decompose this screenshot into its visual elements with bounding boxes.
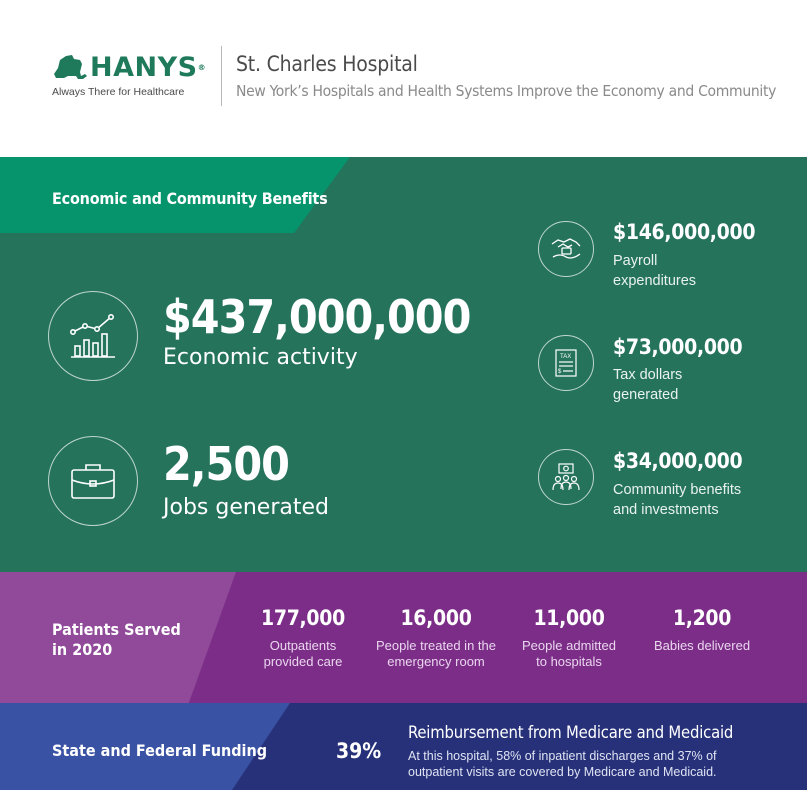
payroll-label: Payroll expenditures [613,253,697,289]
economic-activity-label: Economic activity [163,345,358,370]
community-label: Community benefits and investments [613,482,742,518]
svg-text:TAX: TAX [560,354,572,360]
jobs-label: Jobs generated [163,495,329,520]
funding-description: At this hospital, 58% of inpatient discharges and 37% of outpatient visits are covered by Medicare and Medicaid. [408,749,717,779]
economic-activity-value: $437,000,000 [163,290,471,344]
section-heading: Patients Served in 2020 [52,620,181,659]
page-title: St. Charles Hospital [236,52,418,76]
briefcase-icon [48,436,138,526]
economic-benefits-section [0,157,807,572]
header-divider [221,46,222,106]
tax-value: $73,000,000 [613,335,743,359]
page-header [0,0,807,157]
community-icon [538,449,594,505]
payroll-value: $146,000,000 [613,220,756,244]
logo-wordmark: HANYS® [90,52,207,83]
patients-served-section [0,572,807,703]
stat-babies [637,608,767,654]
tax-document-icon [538,335,594,391]
svg-text:$: $ [558,369,562,375]
stat-emergency [371,608,501,670]
logo-tagline: Always There for Healthcare [52,86,185,98]
jobs-value: 2,500 [163,437,289,491]
stat-label: People admitted to hospitals [522,638,616,669]
section-heading: Economic and Community Benefits [52,189,328,208]
tax-label: Tax dollars generated [613,367,683,403]
stat-value: 16,000 [400,606,472,630]
stat-label: People treated in the emergency room [376,638,496,669]
page-subtitle: New York’s Hospitals and Health Systems Improve the Economy and Community [236,82,777,100]
stat-value: 1,200 [672,606,732,630]
stat-value: 177,000 [261,606,345,630]
funding-percent: 39% [336,739,382,763]
community-value: $34,000,000 [613,449,743,473]
funding-section [0,703,807,790]
stat-outpatients [238,608,368,670]
stat-value: 11,000 [533,606,605,630]
stat-label: Outpatients provided care [263,638,343,669]
stat-admitted [504,608,634,670]
handshake-icon [538,221,594,277]
funding-title: Reimbursement from Medicare and Medicaid [408,723,734,742]
growth-chart-icon [48,291,138,381]
section-heading: State and Federal Funding [52,741,267,760]
new-york-state-icon [50,52,88,84]
stat-label: Babies delivered [653,638,751,653]
hanys-logo[interactable] [50,52,207,102]
